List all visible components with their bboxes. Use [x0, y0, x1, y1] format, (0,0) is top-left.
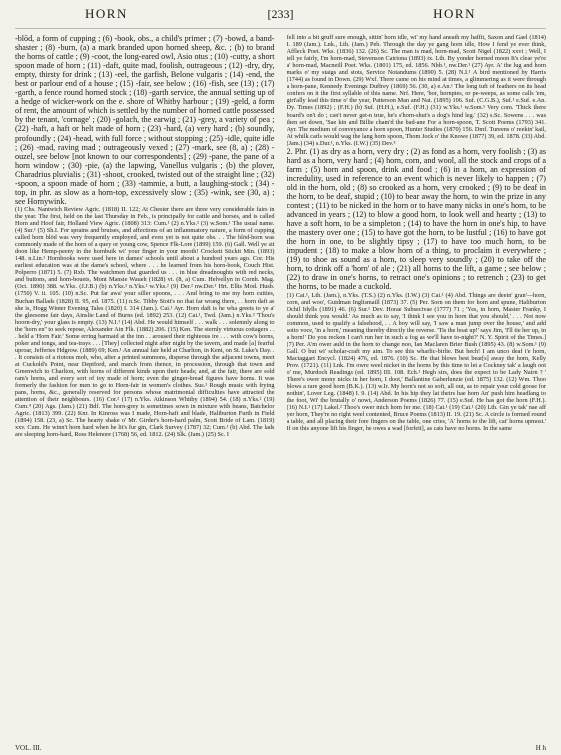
running-head-left: HORN	[85, 6, 128, 21]
running-head-right: HORN	[433, 6, 476, 21]
page-number: [233]	[267, 7, 294, 21]
phrases-citations: (1) Cai.¹, Lth. (Jam.), n.Yks. (T.S.) (2) n.Yks. (I.W.) (3) Cai.¹ (4) Abd. Things are deein' gran'—horn, corn, and woo', Guidman Inglismaill (1873) 37. (5) Per. Sorn on them for horn and spune, Haliburton Ochil Idylls (1891) 46. (6) Sur.¹ Dev. Horae Subsecivae (1777) 71 ; 'Yes, in horn, Master Franky, I should think you would.' As much as to say, 'I think I see you in horn that you should,' . . . Not now common, used to qualify a falsehood, . . A boy will say, 'I saw a man jump over the house,' and add sotto voce, 'in a horn,' meaning thereby directly the reverse. 'Tis the boat up!' says Jim, 'I'll tie her up, in a horn!' Do you reckon I can't run her in such a fog as we'll have to-night?' N. Y. Spirit of the Times.] (7) Per. A'm ower auld in the horn to change noo, Ian Maclaren Brier Bush (1895) 43. (8) w.Som.¹ (9) Gall. O but wi' scholar-craft my aim. To see this wharlic-birlie. But hech! I am unco deaf i'e horn, Mactaggart Encycl. (1824) 476, ed. 1876. (10) Sc. He that blows best bear[s] away the horn, Kelly Prov. (1721). (11) Lnk. I'm owre weel nicket in the horns by this time to let a Cockney tak' a laugh oot o' me, Murdoch Readings (ed. 1895) III. 108. Ech.¹ Hegh sirs, does the expect to be Lady Nairn ? ' There's ower mony nicks in her horn, I doot,' Ballantine Gaberlunzie (ed. 1875) 132. (12) Wm. Thoo blows a rare good horn (B.K.). (13) w.Ir. My horn's not so soft, all out, as to repair your cold goose for nothin', Lover Leg. (1848) I. 9. (14) Abd. In his hip they lat theirs hae horn An' push him headlang to the foot, Wi' the brutally o' nowt, Anderson Poems (1826) 77. (15) e.Suf. He has got the horn (F.H.). (16) N.I.¹ (17) Lakel.² Thoo's ower mich horn fer me. (18) Cai.¹ (19) Cai.¹ (20) Lth. Gin ye tak' nae aff yer horn, They're no right weel contented, Bruce Poems (1813) II. 19. (21) Sc. A circle is formed round a table, and all placing their fore fingers on the table, one cries, 'A' horns to the lift, cat' horns upmost.' If on this anyone lift his finger, he owes a wad [forfeit], as cats have no horns. In the same	[286, 291, 546, 433]
volume-mark: VOL. III.	[15, 744, 42, 752]
compounds-citations: (1) Chs. Nantwich Review Agric. (1818) II. 122; At Chester there are three very considerable fairs in the year. The first, held on the last Thursday in Feb., is principally for cattle and horses, and is called Horn and Hoof fair, Holland View Agric. (1808) 313: Cum.¹ (2) n.Yks.² (3) w.Som.¹ The usual name. (4) Sur.¹ (5) Sh.I. For sprains and bruises, and affections of an inflammatory nature, a form of cupping called horn blōd was very frequently employed, and even yet is not quite obs. . . The blōd-horn was commonly made of the horn of a quey or young cow, Spence Flk-Lore (1899) 159. (6) Gall. Well ye sit doon like Hemp-peeny in the hornbuik wi' your finger in your mooth! Crockett Stickit Min. (1893) 148. n.Lin.¹ Hornbooks were used here in dames' schools until about a hundred years ago. Cor. His earliest education was at the dame's school, where . . . he learned from his horn-book, Couch Hist. Polperro (1871) 5. (7) Rxb. The watchmen that guarded us . . . in blue dreadnoughts with red necks, and buttons, and horn-bouets, Mont Mansie Waueh (1828) vi. (8, a) Cum. Helvellyn in Cornh. Mag. (Oct. 1890) 388. w.Yks. (J.J.B.) (b) n.Yks.² n.Yks.² w.Yks.² (9) Der.² nw.Der.¹ Hrt. Ellis Mod. Husb. (1750) V. ii. 105. (10) n.Sc. Put far awa' your siller spoons, . . . And bring to me my horn cutties, Buchan Ballads (1828) II. 95, ed. 1875. (11) n.Sc. Tibby Stott's no that far wrang there, . . horn daft as she is, Hogg Winter Evening Tales (1820) I. 314 (Jam.). Cai.¹ Ayr. Horn daft is he wha greets to ye a' the gleesome fair days, Ainslie Land of Burns (ed. 1892) 253. (12) Cai.¹, Twd. (Jam.) n.Yks.² 'Thou's hoorn-dry,' your glass is empty. (13) N.I.¹ (14) Abd. He would himself . . . walk . . . solemnly along to the 'horn en'' to seek repose, Alexander Ain Flk. (1882) 206. (15) Ken. The sternly virtuous cottagers . . . held a 'Horn Fair.' Some erring barmaid at the inn . . aroused their righteous ire . . . with cow's horns, poker and tongs, and tea-trays . . . [They] collected night after night by the tavern, and made [a] fearful uproar, Jefferies Hdgrow. (1889) 69; Ken.¹ An annual fair held at Charlton, in Kent, on St. Luke's Day. . . It consists of a riotous mob, who, after a printed summons, disperse through the adjacent towns, meet at Cuckold's Point, near Deptford, and march from thence, in procession, through that town and Greenwich to Charlton, with horns of different kinds upon their heads; and, at the fair, there are sold ram's horns, and every sort of toy made of horn; even the ginger-bread figures have horns. It was formerly the fashion for men to go to Horn-fair in women's clothes. Sus.¹ Rough music with frying pans, horns, &c., generally reserved for persons whose matrimonial difficulties have attracted the attention of their neighbours. (16) Cor.² (17) n.Yks. Atkinson Whitby (1894) 54. (18) n.Yks.² (19) Cum.⁴ (20) Ags. (Jam.) (21) Bdf. The horn-grey is sometimes sown in mixture with beans, Batchelor Agric. (1813) 399. (22) Knr. In Kinross was I made, Horn-haft and blade, Haliburton Furth in Field (1894) 158. (23, a) Sc. The hearty shake o' Mr. Girder's horn-hard palm, Scott Bride of Lam. (1819) xxv. Cum. He winn't horn hard when he lit's fur gin, Clark Survey (1787) 32; Cum.¹ (b) Abd. The lads are sleeping horn-hard, Ross Helenore (1768) 56, ed. 1812. (24) Slk. (Jam.) (25) Sc. I	[15, 205, 275, 439]
signature-mark: H h	[535, 744, 546, 752]
right-column	[287, 34, 547, 750]
compounds-citations-continued: fell into a bit gruff sure enough, sittin' horn idle, wi' my hand aneath my haffit, Saxon and Gael (1814) I. 189 (Jam.). Lnk., Lth. (Jam.) Peb. Through the day ye gang horn idle, How I fend ye ever think, Affleck Poet. Wks. (1836) 132. (26) Sc. The man is mad, horn-mad, Scott Nigel (1822) xxvi ; Well, I tell ye fairly, I'm horn-mad, Stevenson Catriona (1893) ix. Lth. By yonder horned moon It's clear ye're a' horn-mad, Macneill Poet. Wks. (1801) 175, ed. 1856. Nhb.¹, nw.Der.¹ (27) Ayr. A' the lug and horn marks o' my staigs and stots, Service Notandums (1890) 5. (28) N.I.¹ A bird mentioned by Harris (1744) as found in Down. (29) Wxf. There came on his mind at times, a glimmering as it were through a horn-pane, Kennedy Evenings Duffrey (1869) 56. (30, a) e.An.¹ The long tuft of feathers on its head confers on it the first syllable of this name. Nrf. Here, 'bor, hornpies, or pe-weeps, as some calls 'em, girt'ally lead this time o' the year, Patterson Man and Nat. (1895) 106. Suf. (C.G.B.), Suf.¹ e.Suf. e.An. Dy. Times (1892) ; (F.H.) (b) Suf. (H.H.), e.Suf. (F.H.) (31) w.Yks.¹ w.Som.¹ Very com. 'Thick there board's on't do ; can't never get-n true, he's s'horn-shut's a dog's hind leg.' (32) s.Sc. Sowens . . . was then set down, 'Sae kin and Billie cham'd the bad-ane For a horn-spoon, T. Scott Poems (1793) 341. Ayr. The medium of conveyance a horn spoon, Hunter Studies (1870) 156. Dmf. Tureens o' reekin' kail, At whilk carls would wag the lang horn spoon, Thom Jock o' the Knowe (1877) 39, ed. 1878. (33) Abd. (Jam.) (34) s.Dur.¹, n.Yks. (I.W.) (35) Dev.³	[286, 34, 546, 147]
text-columns	[15, 34, 546, 750]
phrases-definitions: 2. Phr. (1) as dry as a horn, very dry ; (2) as fond as a horn, very foolish ; (3) as hard as a horn, very hard ; (4) horn, corn, and wool, all the stock and crops of a farm ; (5) horn and spoon, drink and food ; (6) in a horn, an expression of incredulity, used in reference to an event which is never likely to happen ; (7) old in the horn, old ; (8) so crooked as a horn, very crooked ; (9) to be deaf in the horn, to be deaf, stupid ; (10) to bear away the horn, to win the prize in any contest ; (11) to be nicked in the horn or to have many nicks in one's horn, to be advanced in years ; (12) to blow a good horn, to look well and hearty ; (13) to have a soft horn, to be a simpleton ; (14) to have the horn in one's hip, to have the mastery over one ; (15) to have got the horn, to be lustful ; (16) to have got the horn in one, to be slightly tipsy ; (17) to have too much horn, to be impudent ; (18) to make a blow horn of a thing, to proclaim it everywhere ; (19) to shoe as sound as a horn, to sleep very soundly ; (20) to take off the horn, to drink off a 'horn' of ale ; (21) all horns to the lift, a game ; see below ; (22) to draw in one's horns, to retract one's opinions ; to retrench ; (23) to get the horns, to be made a cuckold.	[286, 146, 546, 292]
left-column	[15, 34, 275, 750]
compounds-definitions: -blōd, a form of cupping ; (6) -book, obs., a child's primer ; (7) -bowd, a band-shaster ; (8) -burn, (a) a mark branded upon horned sheep, &c. ; (b) to brand the horns of cattle ; (9) -coot, the long-eared owl, Asio otus ; (10) -cutty, a short spoon made of horn ; (11) -daft, quite mad, foolish, outrageous ; (12) -dry, dry, empty, thirsty for drink ; (13) -eel, the garfish, Belone vulgaris ; (14) -end, the best or parlour end of a house ; (15) -fair, see below ; (16) -fish, see (13) ; (17) -garth, a fence round horned stock ; (18) -garth service, the annual setting up of a hedge of wicker-work on the e. shore of Whitby harbour ; (19) -geld, a form of rent, the amount of which is settled by the number of horned cattle possessed by the tenant, 'cornage' ; (20) -golach, the earwig ; (21) -grey, a variety of pea ; (22) -haft, a haft or helt made of horn ; (23) -hard, (a) very hard ; (b) soundly, profoundly ; (24) -head, with full force ; without stopping ; (25) -idle, quite idle ; (26) -mad, raving mad ; outrageously vexed ; (27) -mark, see (8, a) ; (28) -ouzel, see below [not known to our correspondents] ; (29) -pane, the pane of a horn window ; (30) -pie, (a) the lapwing, Vanellus vulgaris ; (b) the plover, Charadrius pluvialis ; (31) -shoot, crooked, twisted out of the straight line ; (32) -spoon, a spoon made of horn ; (33) -tammie, a butt, a laughing-stock ; (34) -top, in phr. as slow as a horn-top, excessively slow ; (35) -wink, see (30, a) ; see Hornywink.	[15, 34, 275, 206]
page-footer	[15, 744, 546, 752]
page-header	[15, 6, 546, 29]
